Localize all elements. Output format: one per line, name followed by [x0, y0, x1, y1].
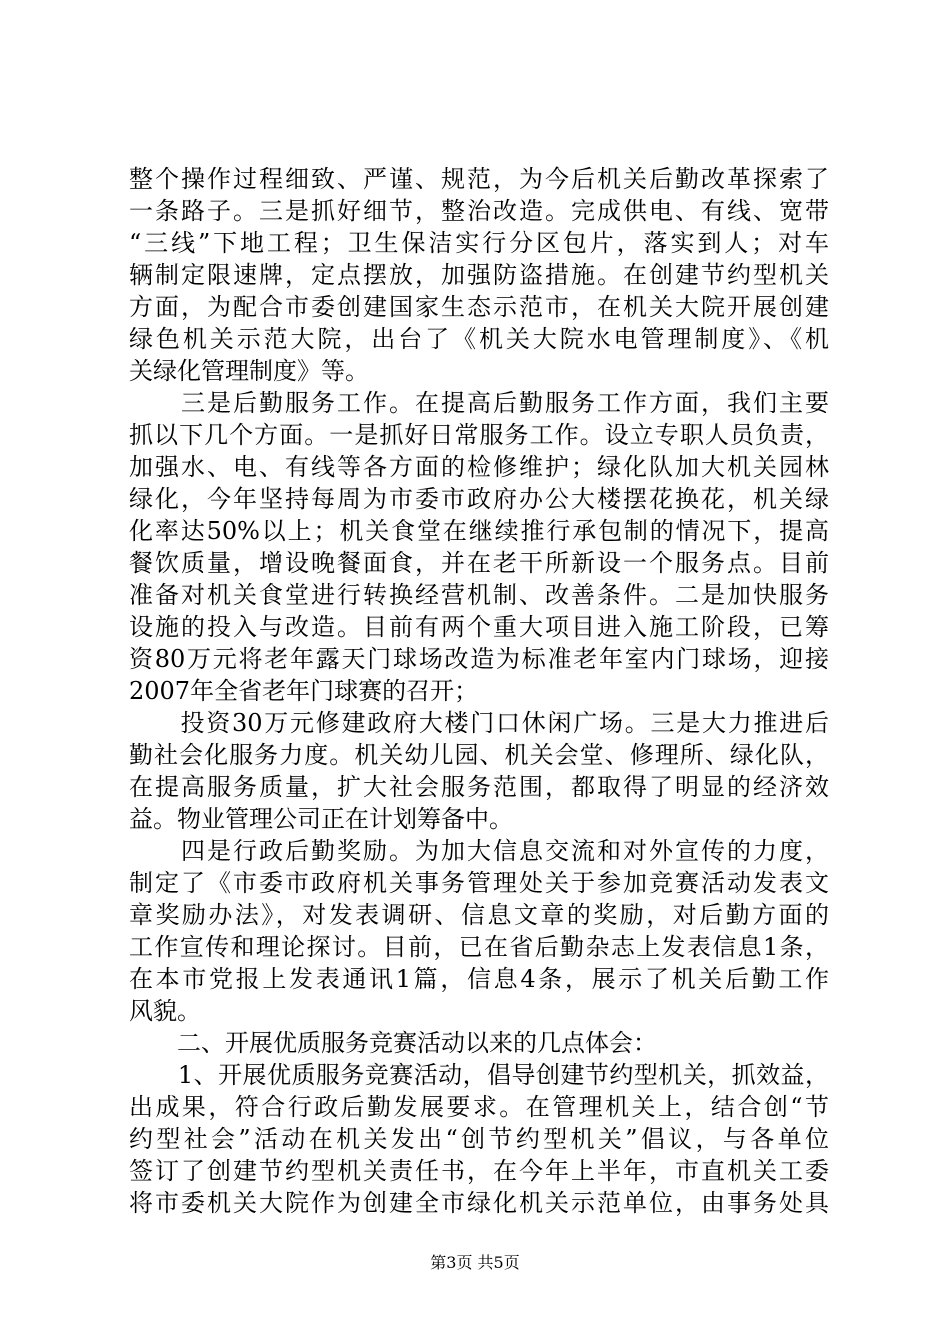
- text-line: 约型社会”活动在机关发出“创节约型机关”倡议，与各单位: [129, 1125, 829, 1153]
- text-line: 整个操作过程细致、严谨、规范，为今后机关后勤改革探索了: [129, 165, 829, 193]
- text-line: 在本市党报上发表通讯1篇，信息4条，展示了机关后勤工作: [129, 965, 829, 993]
- text-line: 出成果，符合行政后勤发展要求。在管理机关上，结合创“节: [129, 1093, 829, 1121]
- text-line: 签订了创建节约型机关责任书，在今年上半年，市直机关工委: [129, 1157, 829, 1185]
- text-line: 投资30万元修建政府大楼门口休闲广场。三是大力推进后: [129, 709, 829, 737]
- page-footer: 第3页 共5页: [430, 1253, 520, 1272]
- text-line: “三线”下地工程；卫生保洁实行分区包片，落实到人；对车: [129, 229, 829, 257]
- text-line: 化率达50%以上；机关食堂在继续推行承包制的情况下，提高: [129, 517, 829, 545]
- text-line: 益。物业管理公司正在计划筹备中。: [129, 805, 513, 833]
- text-line: 二、开展优质服务竞赛活动以来的几点体会：: [129, 1029, 657, 1057]
- text-line: 辆制定限速牌，定点摆放，加强防盗措施。在创建节约型机关: [129, 261, 829, 289]
- text-line: 工作宣传和理论探讨。目前，已在省后勤杂志上发表信息1条，: [129, 933, 829, 961]
- text-line: 将市委机关大院作为创建全市绿化机关示范单位，由事务处具: [129, 1189, 829, 1217]
- text-line: 设施的投入与改造。目前有两个重大项目进入施工阶段，已筹: [129, 613, 829, 641]
- text-line: 加强水、电、有线等各方面的检修维护；绿化队加大机关园林: [129, 453, 829, 481]
- text-line: 绿化，今年坚持每周为市委市政府办公大楼摆花换花，机关绿: [129, 485, 829, 513]
- text-line: 1、开展优质服务竞赛活动，倡导创建节约型机关，抓效益，: [129, 1061, 829, 1089]
- text-line: 章奖励办法》，对发表调研、信息文章的奖励，对后勤方面的: [129, 901, 829, 929]
- text-line: 2007年全省老年门球赛的召开；: [129, 677, 479, 705]
- text-line: 绿色机关示范大院，出台了《机关大院水电管理制度》、《机: [129, 325, 829, 353]
- text-line: 餐饮质量，增设晚餐面食，并在老干所新设一个服务点。目前: [129, 549, 829, 577]
- text-line: 在提高服务质量，扩大社会服务范围，都取得了明显的经济效: [129, 773, 829, 801]
- text-line: 制定了《市委市政府机关事务管理处关于参加竞赛活动发表文: [129, 869, 829, 897]
- text-line: 方面，为配合市委创建国家生态示范市，在机关大院开展创建: [129, 293, 829, 321]
- text-line: 四是行政后勤奖励。为加大信息交流和对外宣传的力度，: [129, 837, 829, 865]
- text-line: 抓以下几个方面。一是抓好日常服务工作。设立专职人员负责，: [129, 421, 829, 449]
- text-line: 一条路子。三是抓好细节，整治改造。完成供电、有线、宽带: [129, 197, 829, 225]
- text-line: 风貌。: [129, 997, 201, 1025]
- text-line: 勤社会化服务力度。机关幼儿园、机关会堂、修理所、绿化队，: [129, 741, 829, 769]
- text-line: 关绿化管理制度》等。: [129, 357, 369, 385]
- text-line: 三是后勤服务工作。在提高后勤服务工作方面，我们主要: [129, 389, 829, 417]
- text-line: 资80万元将老年露天门球场改造为标准老年室内门球场，迎接: [129, 645, 829, 673]
- document-body: [129, 163, 829, 1219]
- text-line: 准备对机关食堂进行转换经营机制、改善条件。二是加快服务: [129, 581, 829, 609]
